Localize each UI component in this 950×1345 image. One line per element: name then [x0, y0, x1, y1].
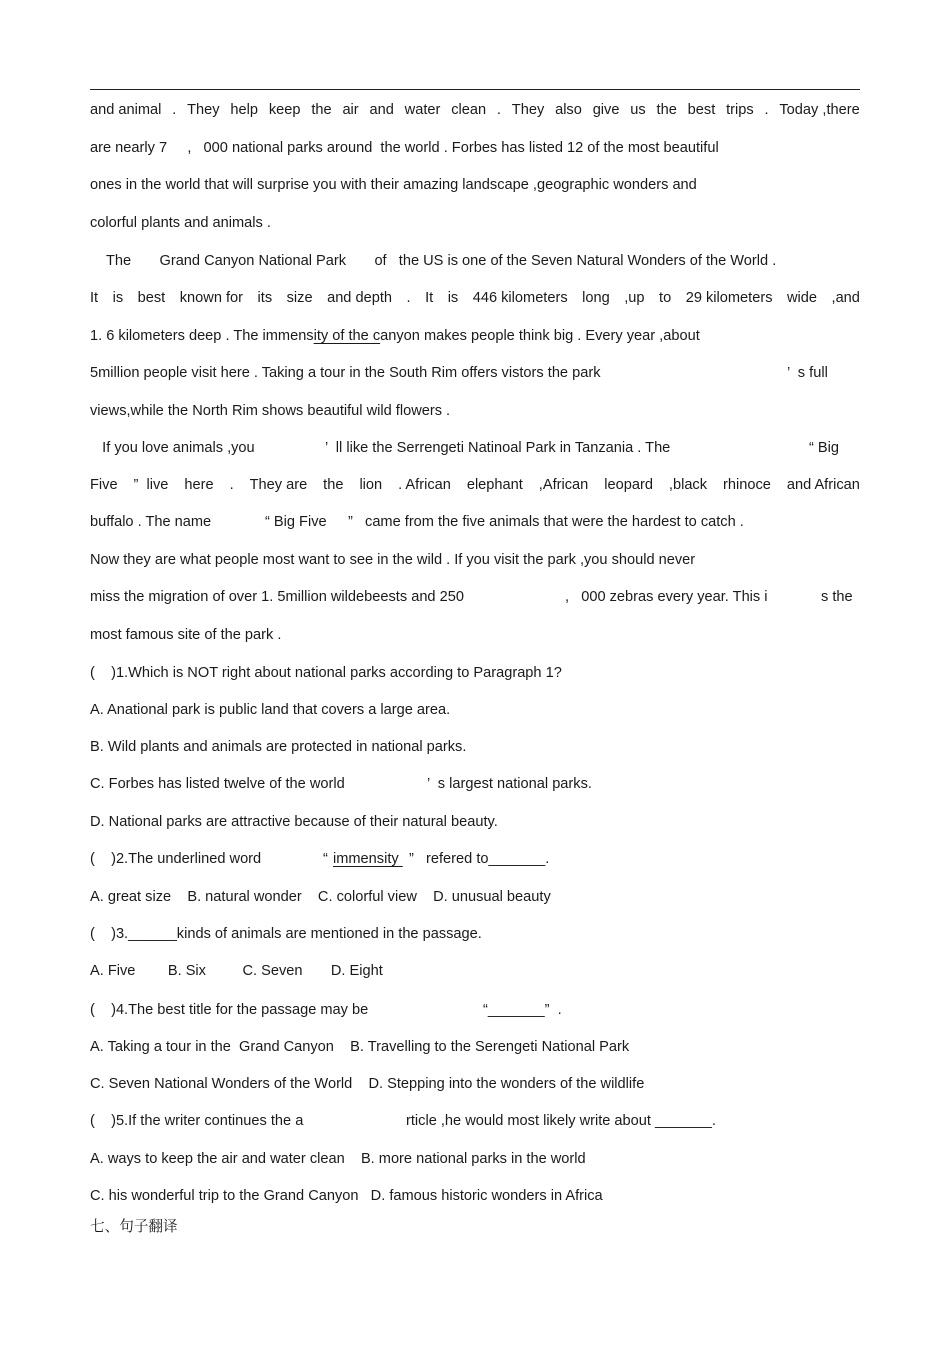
text: “ [323, 851, 328, 867]
word: ” live [133, 477, 169, 493]
q5-options-cd: C. his wonderful trip to the Grand Canyon D. famous historic wonders in Africa [90, 1188, 603, 1204]
text: s the [821, 589, 853, 605]
p3-line-5 [90, 588, 860, 606]
word: and animal [90, 102, 162, 118]
word: Five [90, 477, 118, 493]
word: ,and [831, 290, 860, 306]
word: 29 kilometers [685, 290, 773, 306]
p1-line-4: colorful plants and animals . [90, 215, 271, 231]
text: miss the migration of over 1. 5million wildebeests and 250 [90, 589, 464, 605]
p2-line-3 [90, 327, 860, 345]
q1-option-c [90, 775, 860, 793]
text: If you love animals ,you [90, 440, 255, 456]
word: best [137, 290, 166, 306]
q4-options-cd: C. Seven National Wonders of the World D. Stepping into the wonders of the wildlife [90, 1076, 645, 1092]
word: Today ,there [779, 102, 860, 118]
word: . African [398, 477, 451, 493]
word: . [229, 477, 234, 493]
text: , 000 zebras every year. This i [565, 589, 768, 605]
text: 1. 6 kilometers deep . The immens [90, 328, 314, 344]
text: rticle ,he would most likely write about _______. [406, 1113, 716, 1129]
word: size [286, 290, 313, 306]
text: 5million people visit here . Taking a tour in the South Rim offers vistors the park [90, 365, 601, 381]
text: ( )4.The best title for the passage may be [90, 1002, 369, 1018]
q4-stem [90, 1001, 860, 1019]
word: They [511, 102, 545, 118]
word: water [404, 102, 441, 118]
word: is [447, 290, 459, 306]
p3-line-6: most famous site of the park . [90, 627, 282, 643]
q1-stem: ( )1.Which is NOT right about national parks according to Paragraph 1? [90, 665, 562, 681]
p1-line-2: are nearly 7 , 000 national parks around the world . Forbes has listed 12 of the most beautiful [90, 140, 719, 156]
p2-line-4 [90, 364, 860, 382]
word: help [230, 102, 258, 118]
word: give [592, 102, 620, 118]
q2-stem [90, 850, 860, 868]
word: here [184, 477, 214, 493]
word: air [342, 102, 359, 118]
q1-option-d: D. National parks are attractive because of their natural beauty. [90, 814, 498, 830]
text: buffalo . The name [90, 514, 212, 530]
p1-line-1 [90, 101, 860, 119]
p3-line-4: Now they are what people most want to see in the wild . If you visit the park ,you should never [90, 552, 696, 568]
word: keep [268, 102, 301, 118]
word: known for [179, 290, 244, 306]
word: its [257, 290, 273, 306]
word: best [687, 102, 716, 118]
underlined-word: immensity [333, 851, 403, 867]
word: the [323, 477, 344, 493]
q1-option-b: B. Wild plants and animals are protected in national parks. [90, 739, 467, 755]
word: also [555, 102, 582, 118]
p2-line-1: The Grand Canyon National Park of the US is one of the Seven Natural Wonders of the World . [90, 253, 777, 269]
p3-line-3 [90, 513, 860, 531]
q4-options-ab: A. Taking a tour in the Grand Canyon B. Travelling to the Serengeti National Park [90, 1039, 630, 1055]
text: “_______” . [483, 1002, 562, 1018]
word: . [406, 290, 411, 306]
text: anyon makes people think big . Every year ,about [380, 328, 700, 344]
word: It [90, 290, 99, 306]
text: ’ s largest national parks. [427, 776, 592, 792]
text: ( )2.The underlined word [90, 851, 262, 867]
word: . [764, 102, 769, 118]
q2-options: A. great size B. natural wonder C. colorful view D. unusual beauty [90, 889, 551, 905]
word: and [369, 102, 394, 118]
word: the [656, 102, 677, 118]
word: rhinoce [723, 477, 771, 493]
q5-stem [90, 1112, 860, 1130]
word: the [311, 102, 332, 118]
text: ” refered to_______. [409, 851, 550, 867]
word: long [582, 290, 610, 306]
word: . [496, 102, 501, 118]
text: ( )5.If the writer continues the a [90, 1113, 304, 1129]
word: ,black [668, 477, 708, 493]
text: ’ s full [787, 365, 828, 381]
p3-line-2 [90, 476, 860, 494]
p2-line-2 [90, 289, 860, 307]
word: to [659, 290, 672, 306]
section-heading: 七、句子翻译 [90, 1218, 178, 1235]
word: elephant [466, 477, 523, 493]
word: ,up [624, 290, 645, 306]
text: “ Big Five [265, 514, 327, 530]
text: ” came from the five animals that were the hardest to catch . [348, 514, 744, 530]
underlined-text: ity of the c [313, 328, 381, 344]
word: 446 kilometers [472, 290, 568, 306]
word: They are [249, 477, 308, 493]
header-rule [90, 89, 860, 90]
q5-options-ab: A. ways to keep the air and water clean B. more national parks in the world [90, 1151, 586, 1167]
word: ,African [538, 477, 589, 493]
text: ’ ll like the Serrengeti Natinoal Park in Tanzania . The [325, 440, 671, 456]
p3-line-1 [90, 439, 860, 457]
word: It [425, 290, 434, 306]
word: clean [451, 102, 487, 118]
text: “ Big [809, 440, 840, 456]
word: is [112, 290, 124, 306]
q3-options: A. Five B. Six C. Seven D. Eight [90, 963, 383, 979]
word: trips [726, 102, 754, 118]
text: C. Forbes has listed twelve of the world [90, 776, 345, 792]
word: us [630, 102, 646, 118]
q1-option-a: A. Anational park is public land that covers a large area. [90, 702, 451, 718]
word: leopard [604, 477, 653, 493]
q3-stem: ( )3.______kinds of animals are mentioned in the passage. [90, 926, 482, 942]
word: lion [359, 477, 383, 493]
p2-line-5: views,while the North Rim shows beautiful wild flowers . [90, 403, 451, 419]
word: . [172, 102, 177, 118]
word: and African [786, 477, 860, 493]
word: They [187, 102, 220, 118]
word: wide [787, 290, 818, 306]
p1-line-3: ones in the world that will surprise you with their amazing landscape ,geographic wonders and [90, 177, 697, 193]
word: and depth [327, 290, 393, 306]
